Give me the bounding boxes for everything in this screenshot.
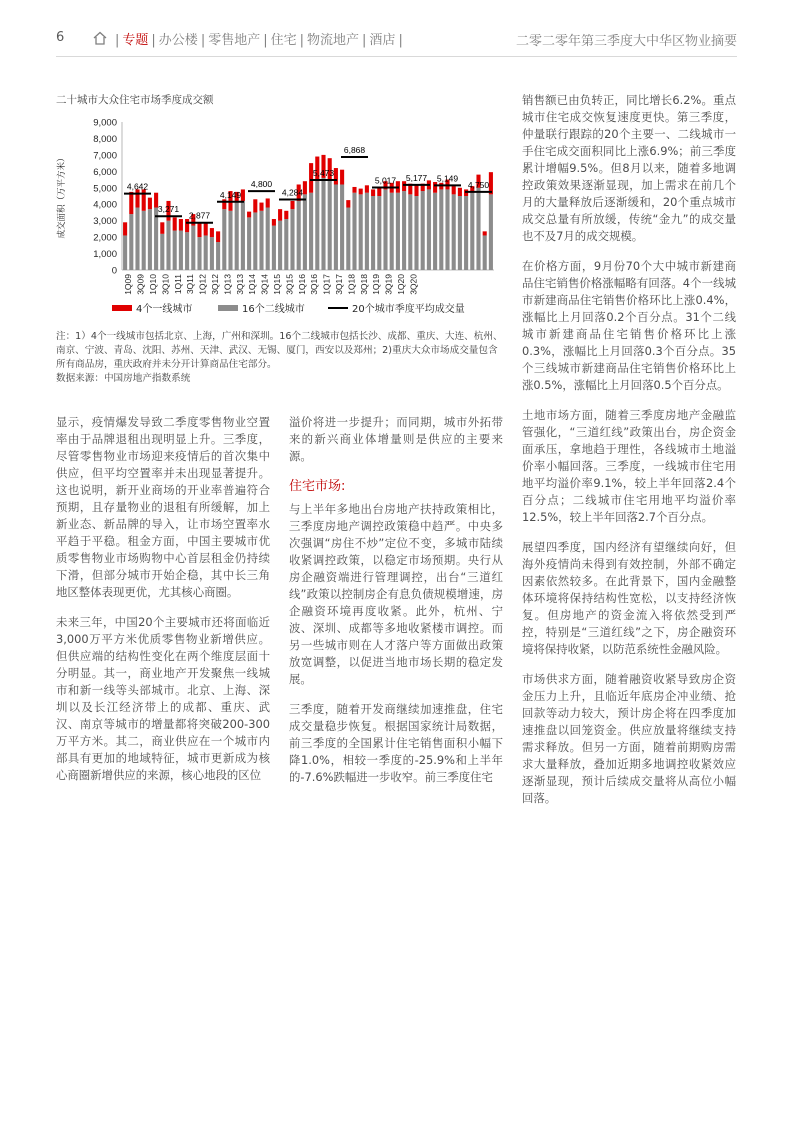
bar-second-tier	[371, 196, 375, 270]
average-label: 5,473	[312, 167, 335, 178]
bar-first-tier	[284, 211, 288, 219]
x-tick-label: 3Q15	[284, 274, 295, 295]
bar-first-tier	[197, 222, 201, 237]
bar-first-tier	[204, 223, 208, 235]
bar-first-tier	[259, 203, 263, 211]
right-paragraph: 土地市场方面，随着三季度房地产金融监管强化，“三道红线”政策出台，房企资金面承压，拿地趋于理性，各线城市土地溢价率小幅回落。三季度，一线城市住宅用地平均溢价率9.1%，较上半年回落2.4个百分点；二线城市住宅用地平均溢价率12.5%，较上半年回落2.7个百分点。	[522, 408, 736, 524]
bar-first-tier	[377, 188, 381, 196]
bar-second-tier	[328, 180, 332, 270]
top-nav	[92, 29, 406, 47]
bar-second-tier	[414, 196, 418, 270]
bar-second-tier	[408, 194, 412, 270]
nav-separator: |	[263, 32, 268, 48]
bar-second-tier	[191, 226, 195, 270]
bar-second-tier	[216, 242, 220, 270]
bar-first-tier	[179, 219, 183, 231]
x-tick-label: 3Q10	[160, 274, 171, 295]
bar-second-tier	[179, 231, 183, 270]
bar-first-tier	[359, 189, 363, 195]
bar-second-tier	[166, 221, 170, 270]
x-tick-label: 1Q14	[247, 274, 258, 295]
average-label: 4,800	[250, 179, 273, 190]
nav-separator: |	[151, 32, 156, 48]
bar-first-tier	[247, 212, 251, 218]
nav-item-0[interactable]: 专题	[122, 32, 149, 48]
bar-second-tier	[402, 191, 406, 270]
x-tick-label: 1Q18	[346, 274, 357, 295]
bar-second-tier	[390, 193, 394, 270]
left-paragraph: 未来三年，中国20个主要城市还将面临近3,000万平方米优质零售物业新增供应。但供应端的结构性变化在两个维度层面十分明显。其一，商业地产开发聚焦一线城市和新一线等头部城市。北京、上海、深圳以及长江经济带上的成都、重庆、武汉、南京等城市的增量都将突破200-300万平方米。其二，商业供应在一个城市内部具有更加的地域特征，城市更新成为核心商圈新增供应的来源，核心地段的区位	[56, 615, 270, 782]
x-tick-label: 1Q13	[222, 274, 233, 295]
right-column	[522, 92, 736, 820]
bar-second-tier	[352, 193, 356, 270]
bar-second-tier	[259, 211, 263, 270]
bar-second-tier	[173, 231, 177, 270]
bar-first-tier	[278, 209, 282, 221]
y-tick-label: 4,000	[93, 199, 117, 211]
average-label: 4,284	[281, 187, 304, 198]
nav-item-5[interactable]: 酒店	[369, 32, 396, 48]
x-tick-label: 1Q09	[123, 274, 134, 295]
nav-separator: |	[398, 32, 403, 48]
bar-second-tier	[272, 226, 276, 270]
bar-second-tier	[458, 196, 462, 270]
bar-first-tier	[210, 228, 214, 237]
y-tick-label: 6,000	[93, 166, 117, 178]
nav-item-2[interactable]: 零售地产	[208, 32, 261, 48]
bar-first-tier	[160, 222, 164, 234]
bar-second-tier	[148, 209, 152, 270]
legend-swatch-first-tier	[112, 305, 132, 311]
bar-first-tier	[129, 192, 133, 214]
right-paragraph: 在价格方面，9月份70个大中城市新建商品住宅销售价格涨幅略有回落。4个一线城市新建商品住宅销售价格环比上涨0.4%，涨幅比上月回落0.2个百分点。31个二线城市新建商品住宅销售价格环比上涨0.3%，涨幅比上月回落0.3个百分点。35个三线城市新建商品住宅销售价格环比上涨0.5%，涨幅比上月回落0.5个百分点。	[522, 259, 736, 392]
bar-second-tier	[346, 208, 350, 270]
bar-first-tier	[334, 168, 338, 184]
nav-separator: |	[299, 32, 305, 48]
bar-second-tier	[135, 208, 139, 270]
bar-first-tier	[414, 184, 418, 196]
bar-second-tier	[439, 189, 443, 270]
bar-second-tier	[359, 194, 363, 270]
bar-first-tier	[452, 186, 456, 194]
home-icon[interactable]	[92, 30, 108, 46]
legend-swatch-second-tier	[218, 305, 238, 311]
average-label: 5,149	[436, 173, 459, 184]
bar-second-tier	[489, 194, 493, 270]
bar-second-tier	[315, 181, 319, 270]
x-tick-label: 3Q17	[334, 274, 344, 295]
bar-second-tier	[445, 189, 449, 270]
legend-label: 4个一线城市	[136, 304, 193, 315]
x-tick-label: 3Q13	[234, 274, 245, 295]
bar-second-tier	[427, 189, 431, 270]
average-label: 4,642	[126, 181, 149, 192]
bar-second-tier	[142, 211, 146, 270]
bar-second-tier	[210, 237, 214, 270]
x-tick-label: 3Q19	[383, 274, 394, 295]
bar-second-tier	[433, 193, 437, 270]
x-tick-label: 1Q16	[296, 274, 307, 295]
y-tick-label: 1,000	[93, 249, 117, 261]
middle-paragraph: 与上半年多地出台房地产扶持政策相比，三季度房地产调控政策稳中趋严。中央多次强调“房住不炒”定位不变，多城市陆续收紧调控政策，以稳定市场预期。央行从房企融资端进行管理调控，出台“三道红线”政策以控制房企有息负债规模增速，房企融资环境再度收紧。此外，杭州、宁波、深圳、成都等多地收紧楼市调控。而另一些城市则在人才落户等方面做出政策放宽调整，以促进当地市场长期的稳定发展。	[289, 502, 503, 686]
y-tick-label: 0	[111, 265, 117, 277]
nav-items	[112, 29, 406, 48]
left-column	[56, 414, 270, 797]
bar-first-tier	[272, 219, 276, 226]
bar-second-tier	[197, 237, 201, 270]
legend-label: 20个城市季度平均成交量	[352, 304, 465, 315]
x-tick-label: 1Q10	[148, 274, 158, 295]
document-title: 二零二零年第三季度大中华区物业摘要	[515, 34, 737, 49]
x-tick-label: 3Q18	[358, 274, 369, 295]
section-heading-residential: 住宅市场:	[289, 479, 346, 494]
x-tick-label: 3Q09	[135, 274, 146, 295]
bar-first-tier	[340, 170, 344, 185]
bar-second-tier	[266, 208, 270, 270]
bar-first-tier	[371, 189, 375, 196]
bar-second-tier	[247, 217, 251, 270]
average-label: 6,868	[343, 145, 366, 156]
bar-first-tier	[123, 222, 127, 235]
right-paragraph: 市场供求方面，随着融资收紧导致房企资金压力上升，且临近年底房企冲业绩、抢回款等动力较大，预计房企将在四季度加速推盘以回笼资金。供应放量将继续支持需求释放。但另一方面，随着前期购房需求大量释放，叠加近期多地调控收紧效应逐渐显现，预计后续成交量将从高位小幅回落。	[522, 672, 736, 805]
average-label: 2,877	[188, 210, 211, 221]
y-tick-label: 8,000	[93, 133, 117, 145]
middle-paragraph: 溢价将进一步提升；而同期，城市外拓带来的新兴商业体增量则是供应的主要来源。	[289, 415, 503, 463]
middle-column	[289, 414, 503, 799]
bar-first-tier	[458, 188, 462, 196]
y-tick-label: 2,000	[93, 232, 117, 244]
chart-footnote: 注：1）4个一线城市包括北京、上海，广州和深圳。16个二线城市包括长沙、成都、重庆、大连、杭州、南京、宁波、青岛、沈阳、苏州、天津、武汉、无锡、厦门，西安以及郑州；2)重庆大众市场成交量包含所有商品房，重庆政府并未分开计算商品住宅部分。	[56, 331, 503, 370]
x-tick-label: 1Q15	[272, 274, 282, 295]
bar-second-tier	[421, 191, 425, 270]
average-label: 3,271	[157, 204, 180, 215]
x-tick-label: 1Q12	[197, 274, 208, 295]
chart-note	[56, 330, 504, 386]
x-tick-label: 3Q12	[210, 274, 220, 295]
bar-first-tier	[303, 181, 307, 194]
average-label: 5,017	[374, 175, 397, 186]
average-label: 5,177	[405, 172, 428, 183]
bar-first-tier	[266, 198, 270, 207]
bar-second-tier	[309, 193, 313, 270]
bar-first-tier	[135, 189, 139, 207]
residential-transaction-chart	[56, 110, 506, 325]
bar-first-tier	[483, 231, 487, 235]
bar-second-tier	[321, 178, 325, 270]
bar-second-tier	[235, 203, 239, 270]
bar-first-tier	[290, 201, 294, 209]
chart-title: 二十城市大众住宅市场季度成交额	[56, 94, 214, 106]
bar-first-tier	[241, 189, 245, 201]
bar-first-tier	[148, 198, 152, 210]
x-tick-label: 3Q16	[309, 274, 320, 295]
x-tick-label: 1Q11	[172, 274, 183, 295]
x-tick-label: 1Q20	[396, 274, 406, 295]
y-axis-label: 成交面积（万平方米）	[57, 153, 67, 239]
nav-separator: |	[362, 32, 367, 48]
average-label: 4,149	[219, 189, 242, 200]
bar-second-tier	[334, 184, 338, 270]
legend-label: 16个二线城市	[242, 304, 305, 315]
bar-first-tier	[352, 187, 356, 193]
left-paragraph: 显示，疫情爆发导致二季度零售物业空置率由于品牌退租出现明显上升。三季度，尽管零售物业市场迎来疫情后的首次集中供应，但平均空置率并未出现显著提升。这也说明，新开业商场的开业率普遍符合预期，且存量物业的退租有所缓解，加上新业态、新品牌的导入，让市场空置率水平趋于平稳。租金方面，中国主要城市优质零售物业市场购物中心首层租金仍持续下滑，但部分城市开始企稳，其中长三角地区整体表现更优，尤其核心商圈。	[56, 415, 270, 599]
bar-first-tier	[253, 199, 257, 212]
bar-second-tier	[476, 188, 480, 270]
bar-second-tier	[377, 196, 381, 270]
nav-item-1[interactable]: 办公楼	[158, 32, 198, 48]
bar-first-tier	[433, 182, 437, 193]
bar-first-tier	[365, 185, 369, 192]
bar-second-tier	[185, 232, 189, 270]
bar-second-tier	[253, 212, 257, 270]
bar-second-tier	[241, 201, 245, 270]
x-tick-label: 3Q14	[259, 274, 270, 295]
bar-second-tier	[340, 184, 344, 270]
bar-first-tier	[216, 231, 220, 242]
y-tick-label: 3,000	[93, 216, 117, 228]
middle-paragraph: 三季度，随着开发商继续加速推盘，住宅成交量稳步恢复。根据国家统计局数据，前三季度的全国累计住宅销售面积小幅下降1.0%，相较一季度的-25.9%和上半年的-7.6%跌幅进一步收窄。前三季度住宅	[289, 702, 503, 784]
x-tick-label: 3Q11	[185, 274, 196, 295]
bar-second-tier	[483, 235, 487, 270]
x-tick-label: 3Q20	[408, 274, 419, 295]
bar-first-tier	[173, 217, 177, 230]
bar-second-tier	[464, 196, 468, 270]
right-paragraph: 展望四季度，国内经济有望继续向好，但海外疫情尚未得到有效控制，外部不确定因素依然较多。在此背景下，国内金融整体环境将保持结构性宽松，以支持经济恢复。但房地产的资金流入将依然受到严控，特别是“三道红线”之下，房企融资环境将保持收紧，以防范系统性金融风险。	[522, 540, 736, 656]
y-tick-label: 5,000	[93, 183, 117, 195]
header-divider	[56, 56, 737, 57]
bar-second-tier	[228, 211, 232, 270]
bar-first-tier	[222, 199, 226, 209]
bar-second-tier	[470, 193, 474, 270]
bar-second-tier	[365, 193, 369, 270]
bar-second-tier	[284, 219, 288, 270]
y-tick-label: 9,000	[93, 117, 117, 129]
nav-separator: |	[115, 32, 120, 48]
bar-first-tier	[185, 219, 189, 232]
bar-second-tier	[297, 201, 301, 270]
bar-second-tier	[452, 194, 456, 270]
nav-item-3[interactable]: 住宅	[270, 32, 297, 48]
bar-second-tier	[290, 209, 294, 270]
y-tick-label: 7,000	[93, 150, 117, 162]
bar-first-tier	[142, 189, 146, 210]
right-paragraph: 销售额已由负转正，同比增长6.2%。重点城市住宅成交恢复速度更快。第三季度，仲量联行跟踪的20个主要一、二线城市一手住宅成交面积同比上涨6.9%；前三季度累计增幅9.5%。但8月以来，随着多地调控政策效果逐渐显现，加上需求在前几个月的大量释放后逐渐缓和，20个重点城市成交总量有所放缓，传统“金九”的成交量也不及7月的成交规模。	[522, 93, 736, 243]
bar-first-tier	[346, 200, 350, 207]
bar-second-tier	[222, 209, 226, 270]
bar-second-tier	[160, 234, 164, 270]
average-label: 4,750	[467, 179, 490, 190]
bar-second-tier	[396, 193, 400, 270]
nav-separator: |	[200, 32, 206, 48]
x-tick-label: 1Q17	[321, 274, 332, 295]
bar-second-tier	[129, 214, 133, 270]
nav-item-4[interactable]: 物流地产	[307, 32, 360, 48]
x-tick-label: 1Q19	[371, 274, 382, 295]
bar-second-tier	[123, 235, 127, 270]
bar-second-tier	[383, 189, 387, 270]
bar-second-tier	[303, 194, 307, 270]
chart-source: 数据来源：中国房地产指数系统	[56, 373, 191, 384]
bar-second-tier	[278, 221, 282, 270]
bar-second-tier	[204, 235, 208, 270]
page-number: 6	[56, 30, 65, 45]
